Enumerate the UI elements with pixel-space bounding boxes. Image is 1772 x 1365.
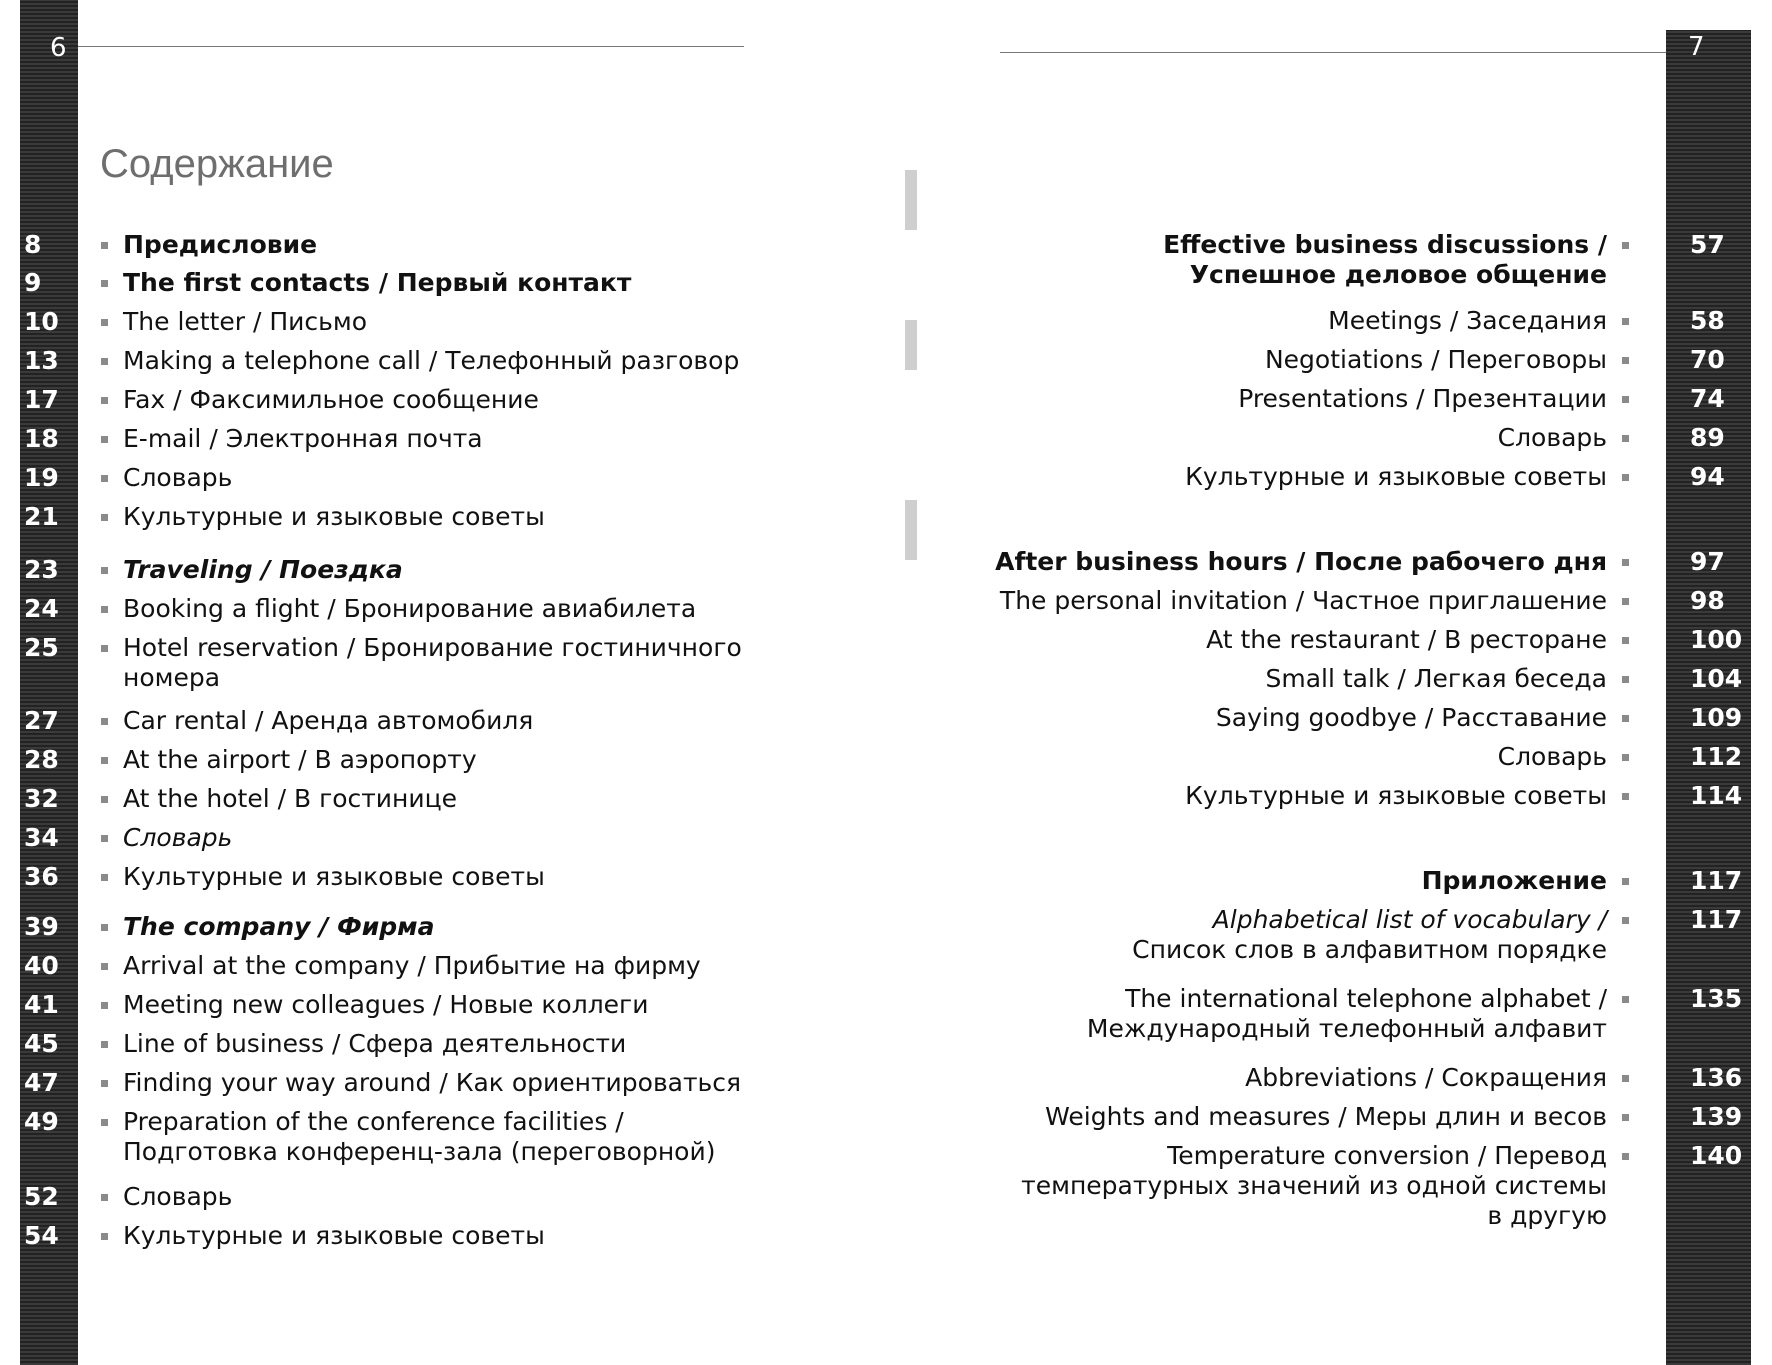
toc-entry[interactable]: At the airport / В аэропорту bbox=[123, 745, 477, 775]
gutter-mark bbox=[905, 500, 917, 560]
toc-entry[interactable]: Abbreviations / Сокращения bbox=[1245, 1063, 1607, 1093]
toc-page-number: 89 bbox=[1690, 423, 1725, 452]
bullet-icon bbox=[101, 757, 108, 764]
toc-entry[interactable]: Словарь bbox=[123, 463, 232, 493]
bullet-icon bbox=[101, 358, 108, 365]
toc-page-number: 54 bbox=[24, 1221, 59, 1250]
toc-page-number: 28 bbox=[24, 745, 59, 774]
bullet-icon bbox=[1622, 318, 1629, 325]
bullet-icon bbox=[101, 280, 108, 287]
toc-entry[interactable]: The first contacts / Первый контакт bbox=[123, 268, 631, 298]
bullet-icon bbox=[101, 514, 108, 521]
toc-entry[interactable]: Словарь bbox=[123, 1182, 232, 1212]
bullet-icon bbox=[1622, 357, 1629, 364]
bullet-icon bbox=[1622, 637, 1629, 644]
bullet-icon bbox=[1622, 917, 1629, 924]
toc-page-number: 139 bbox=[1690, 1102, 1743, 1131]
bullet-icon bbox=[101, 1002, 108, 1009]
toc-page-number: 70 bbox=[1690, 345, 1725, 374]
left-page-number: 6 bbox=[50, 33, 67, 63]
toc-page-number: 98 bbox=[1690, 586, 1725, 615]
toc-page-number: 8 bbox=[24, 230, 42, 259]
bullet-icon bbox=[101, 436, 108, 443]
toc-page-number: 117 bbox=[1690, 905, 1743, 934]
toc-entry[interactable]: Культурные и языковые советы bbox=[1185, 781, 1607, 811]
bullet-icon bbox=[101, 645, 108, 652]
toc-page-number: 100 bbox=[1690, 625, 1743, 654]
toc-entry[interactable]: Presentations / Презентации bbox=[1238, 384, 1607, 414]
toc-page-number: 39 bbox=[24, 912, 59, 941]
bullet-icon bbox=[101, 397, 108, 404]
toc-entry[interactable]: At the hotel / В гостинице bbox=[123, 784, 457, 814]
toc-entry[interactable]: Словарь bbox=[1498, 742, 1607, 772]
toc-page-number: 109 bbox=[1690, 703, 1743, 732]
bullet-icon bbox=[1622, 754, 1629, 761]
toc-page-number: 74 bbox=[1690, 384, 1725, 413]
bullet-icon bbox=[101, 924, 108, 931]
toc-entry[interactable]: Finding your way around / Как ориентироваться bbox=[123, 1068, 741, 1098]
toc-entry[interactable]: Словарь bbox=[123, 823, 232, 853]
toc-entry[interactable]: Культурные и языковые советы bbox=[123, 1221, 545, 1251]
toc-entry[interactable]: Культурные и языковые советы bbox=[123, 502, 545, 532]
toc-page-number: 112 bbox=[1690, 742, 1743, 771]
bullet-icon bbox=[101, 963, 108, 970]
left-page-edge-strip bbox=[20, 0, 78, 1365]
toc-entry[interactable]: The personal invitation / Частное приглашение bbox=[1000, 586, 1607, 616]
left-header-rule bbox=[78, 46, 744, 47]
bullet-icon bbox=[1622, 676, 1629, 683]
toc-page-number: 17 bbox=[24, 385, 59, 414]
toc-page-number: 136 bbox=[1690, 1063, 1743, 1092]
toc-entry[interactable]: Meeting new colleagues / Новые коллеги bbox=[123, 990, 648, 1020]
toc-page-number: 10 bbox=[24, 307, 59, 336]
toc-page-number: 21 bbox=[24, 502, 59, 531]
toc-page-number: 114 bbox=[1690, 781, 1743, 810]
bullet-icon bbox=[101, 835, 108, 842]
toc-page-number: 104 bbox=[1690, 664, 1743, 693]
bullet-icon bbox=[101, 567, 108, 574]
toc-page-number: 9 bbox=[24, 268, 42, 297]
toc-page-number: 52 bbox=[24, 1182, 59, 1211]
toc-page-number: 94 bbox=[1690, 462, 1725, 491]
toc-entry[interactable]: Making a telephone call / Телефонный разговор bbox=[123, 346, 739, 376]
bullet-icon bbox=[1622, 1114, 1629, 1121]
toc-entry[interactable]: Effective business discussions / Успешное деловое общение bbox=[1163, 230, 1607, 290]
bullet-icon bbox=[101, 874, 108, 881]
toc-entry[interactable]: After business hours / После рабочего дня bbox=[995, 547, 1607, 577]
toc-entry[interactable]: Alphabetical list of vocabulary / Список слов в алфавитном порядке bbox=[1132, 905, 1607, 965]
bullet-icon bbox=[101, 1119, 108, 1126]
toc-entry[interactable]: Предисловие bbox=[123, 230, 317, 260]
bullet-icon bbox=[1622, 793, 1629, 800]
toc-entry[interactable]: The company / Фирма bbox=[123, 912, 434, 942]
bullet-icon bbox=[101, 1194, 108, 1201]
bullet-icon bbox=[101, 718, 108, 725]
bullet-icon bbox=[101, 319, 108, 326]
toc-entry[interactable]: Словарь bbox=[1498, 423, 1607, 453]
bullet-icon bbox=[101, 1041, 108, 1048]
toc-page-number: 34 bbox=[24, 823, 59, 852]
toc-page-number: 57 bbox=[1690, 230, 1725, 259]
right-header-rule bbox=[1000, 52, 1666, 53]
bullet-icon bbox=[1622, 598, 1629, 605]
toc-page-number: 49 bbox=[24, 1107, 59, 1136]
page-title: Содержание bbox=[100, 142, 334, 186]
toc-entry[interactable]: Meetings / Заседания bbox=[1328, 306, 1607, 336]
bullet-icon bbox=[101, 475, 108, 482]
bullet-icon bbox=[101, 796, 108, 803]
toc-entry[interactable]: Line of business / Сфера деятельности bbox=[123, 1029, 626, 1059]
toc-page-number: 47 bbox=[24, 1068, 59, 1097]
toc-entry[interactable]: The international telephone alphabet / Международный телефонный алфавит bbox=[1087, 984, 1607, 1044]
toc-page-number: 117 bbox=[1690, 866, 1743, 895]
toc-page-number: 140 bbox=[1690, 1141, 1743, 1170]
bullet-icon bbox=[1622, 559, 1629, 566]
bullet-icon bbox=[1622, 435, 1629, 442]
toc-page-number: 135 bbox=[1690, 984, 1743, 1013]
right-page-number: 7 bbox=[1688, 32, 1705, 62]
gutter-mark bbox=[905, 320, 917, 370]
toc-entry[interactable]: Preparation of the conference facilities / Подготовка конференц-зала (переговорной) bbox=[123, 1107, 715, 1167]
toc-page-number: 40 bbox=[24, 951, 59, 980]
toc-entry[interactable]: Booking a flight / Бронирование авиабилета bbox=[123, 594, 696, 624]
toc-entry[interactable]: Fax / Факсимильное сообщение bbox=[123, 385, 539, 415]
toc-entry[interactable]: Saying goodbye / Расставание bbox=[1216, 703, 1607, 733]
toc-page-number: 24 bbox=[24, 594, 59, 623]
toc-entry[interactable]: Hotel reservation / Бронирование гостиничного номера bbox=[123, 633, 742, 693]
toc-entry[interactable]: Small talk / Легкая беседа bbox=[1266, 664, 1608, 694]
toc-page-number: 45 bbox=[24, 1029, 59, 1058]
toc-entry[interactable]: Negotiations / Переговоры bbox=[1265, 345, 1607, 375]
bullet-icon bbox=[1622, 1075, 1629, 1082]
toc-entry[interactable]: Traveling / Поездка bbox=[123, 555, 403, 585]
toc-entry[interactable]: Arrival at the company / Прибытие на фирму bbox=[123, 951, 701, 981]
toc-entry[interactable]: At the restaurant / В ресторане bbox=[1206, 625, 1607, 655]
gutter-mark bbox=[905, 170, 917, 230]
bullet-icon bbox=[1622, 242, 1629, 249]
bullet-icon bbox=[1622, 996, 1629, 1003]
bullet-icon bbox=[1622, 1153, 1629, 1160]
toc-page-number: 27 bbox=[24, 706, 59, 735]
bullet-icon bbox=[1622, 715, 1629, 722]
toc-page-number: 13 bbox=[24, 346, 59, 375]
toc-entry[interactable]: Weights and measures / Меры длин и весов bbox=[1045, 1102, 1607, 1132]
toc-entry[interactable]: Car rental / Аренда автомобиля bbox=[123, 706, 533, 736]
toc-page-number: 41 bbox=[24, 990, 59, 1019]
bullet-icon bbox=[101, 242, 108, 249]
toc-entry[interactable]: E-mail / Электронная почта bbox=[123, 424, 483, 454]
toc-page-number: 97 bbox=[1690, 547, 1725, 576]
bullet-icon bbox=[101, 1233, 108, 1240]
toc-page-number: 18 bbox=[24, 424, 59, 453]
toc-entry[interactable]: The letter / Письмо bbox=[123, 307, 367, 337]
toc-page-number: 23 bbox=[24, 555, 59, 584]
bullet-icon bbox=[101, 1080, 108, 1087]
toc-entry[interactable]: Приложение bbox=[1422, 866, 1607, 896]
toc-page-number: 58 bbox=[1690, 306, 1725, 335]
toc-page-number: 36 bbox=[24, 862, 59, 891]
toc-page-number: 19 bbox=[24, 463, 59, 492]
toc-entry[interactable]: Temperature conversion / Перевод температурных значений из одной системы в другую bbox=[1021, 1141, 1607, 1231]
toc-entry[interactable]: Культурные и языковые советы bbox=[123, 862, 545, 892]
bullet-icon bbox=[101, 606, 108, 613]
bullet-icon bbox=[1622, 474, 1629, 481]
bullet-icon bbox=[1622, 878, 1629, 885]
bullet-icon bbox=[1622, 396, 1629, 403]
toc-page-number: 25 bbox=[24, 633, 59, 662]
toc-entry[interactable]: Культурные и языковые советы bbox=[1185, 462, 1607, 492]
toc-page-number: 32 bbox=[24, 784, 59, 813]
